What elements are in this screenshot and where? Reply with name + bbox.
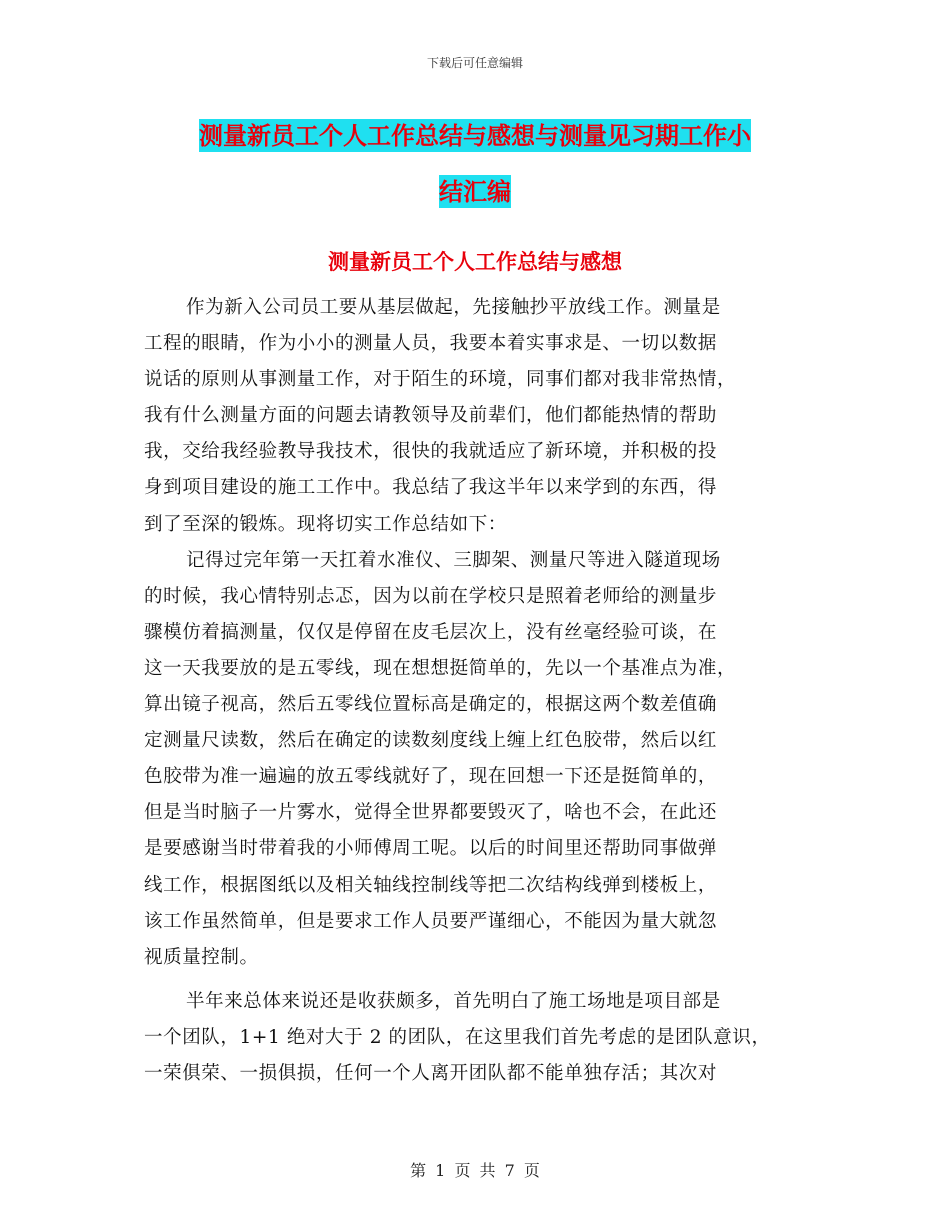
title-line-1: 测量新员工个人工作总结与感想与测量见习期工作小: [199, 121, 751, 150]
paragraph-line: 是要感谢当时带着我的小师傅周工呢。以后的时间里还帮助同事做弹: [144, 838, 718, 860]
paragraph-line: 一个团队，1+1 绝对大于 2 的团队，在这里我们首先考虑的是团队意识，: [144, 1026, 771, 1048]
paragraph-line: 一荣俱荣、一损俱损，任何一个人离开团队都不能单独存活；其次对: [144, 1062, 718, 1084]
paragraph-line: 定测量尺读数，然后在确定的读数刻度线上缠上红色胶带，然后以红: [144, 730, 718, 752]
paragraph-line: 我，交给我经验教导我技术，很快的我就适应了新环境，并积极的投: [144, 441, 718, 463]
paragraph-line: 的时候，我心情特别忐忑，因为以前在学校只是照着老师给的测量步: [144, 585, 718, 607]
page-header: 下载后可任意编辑: [426, 56, 523, 70]
paragraph: [144, 984, 824, 1092]
paragraph-line: 说话的原则从事测量工作，对于陌生的环境，同事们都对我非常热情，: [144, 369, 737, 391]
paragraph-line: 记得过完年第一天扛着水准仪、三脚架、测量尺等进入隧道现场: [186, 549, 721, 571]
paragraph-line: 到了至深的锻炼。现将切实工作总结如下：: [144, 513, 507, 535]
paragraph-line: 但是当时脑子一片雾水，觉得全世界都要毁灭了，啥也不会，在此还: [144, 802, 718, 824]
paragraph-line: 身到项目建设的施工工作中。我总结了我这半年以来学到的东西，得: [144, 477, 718, 499]
paragraph-line: 线工作，根据图纸以及相关轴线控制线等把二次结构线弹到楼板上，: [144, 874, 718, 896]
paragraph-line: 工程的眼睛，作为小小的测量人员，我要本着实事求是、一切以数据: [144, 333, 718, 355]
paragraph: [144, 290, 824, 543]
paragraph-line: 骤模仿着搞测量，仅仅是停留在皮毛层次上，没有丝毫经验可谈，在: [144, 621, 718, 643]
paragraph-line: 我有什么测量方面的问题去请教领导及前辈们，他们都能热情的帮助: [144, 405, 718, 427]
paragraph-line: 色胶带为准一遍遍的放五零线就好了，现在回想一下还是挺简单的，: [144, 766, 718, 788]
paragraph-line: 该工作虽然简单，但是要求工作人员要严谨细心，不能因为量大就忽: [144, 910, 718, 932]
document-body: [144, 290, 824, 1092]
paragraph-line: 作为新入公司员工要从基层做起，先接触抄平放线工作。测量是: [186, 297, 721, 318]
paragraph-line: 半年来总体来说还是收获颇多，首先明白了施工场地是项目部是: [186, 990, 721, 1012]
paragraph-line: 这一天我要放的是五零线，现在想想挺简单的，先以一个基准点为准，: [144, 657, 737, 679]
paragraph-line: 视质量控制。: [144, 946, 259, 968]
document-title: [0, 108, 950, 220]
paragraph: [144, 543, 824, 976]
section-title: 测量新员工个人工作总结与感想: [328, 249, 622, 274]
paragraph-line: 算出镜子视高，然后五零线位置标高是确定的，根据这两个数差值确: [144, 694, 718, 716]
page-number: 第 1 页 共 7 页: [410, 1161, 540, 1180]
title-line-2: 结汇编: [439, 177, 511, 206]
